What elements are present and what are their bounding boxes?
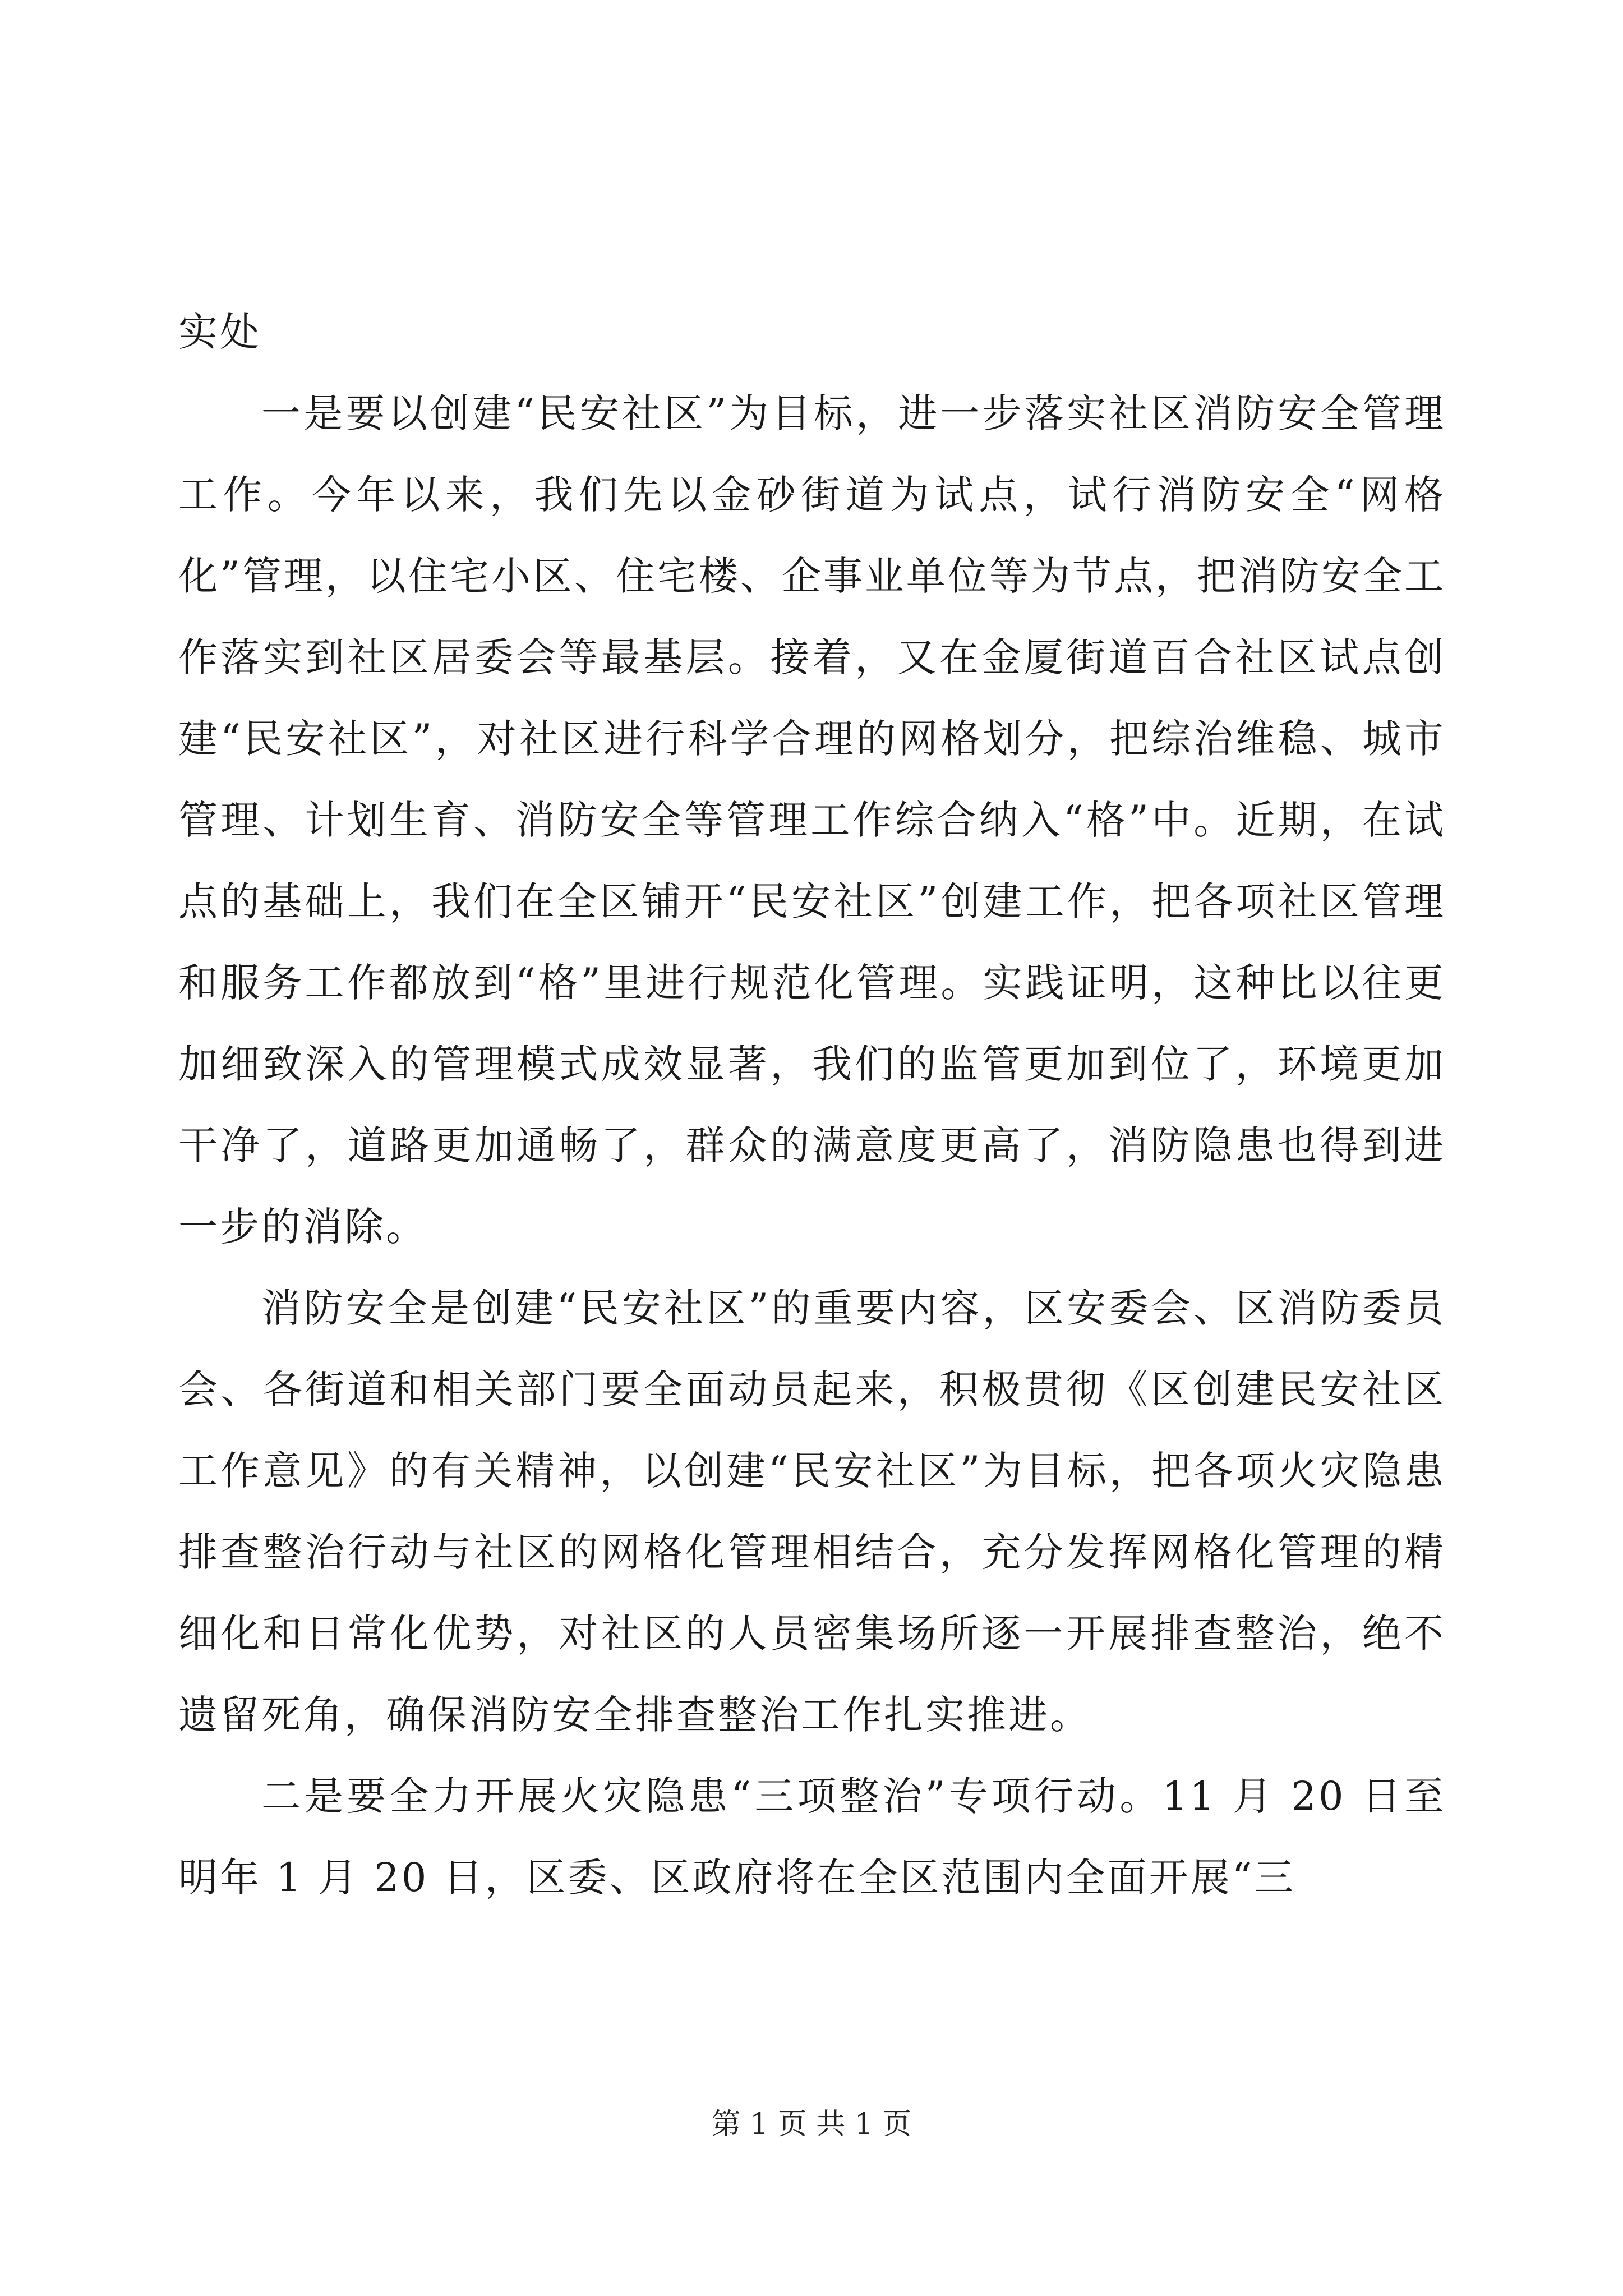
page-footer — [0, 2105, 1623, 2144]
paragraph-item-3: 二是要全力开展火灾隐患“三项整治”专项行动。11 月 20 日至明年 1 月 20 日，区委、区政府将在全区范围内全面开展“三 — [178, 1773, 1446, 1901]
paragraph-item-2: 消防安全是创建“民安社区”的重要内容，区安委会、区消防委员会、各街道和相关部门要全面动员起来，积极贯彻《区创建民安社区工作意见》的有关精神，以创建“民安社区”为目标，把各项火灾隐患排查整治行动与社区的网格化管理相结合，充分发挥网格化管理的精细化和日常化优势，对社区的人员密集场所逐一开展排查整治，绝不遗留死角，确保消防安全排查整治工作扎实推进。 — [178, 1285, 1446, 1738]
document-body — [178, 292, 1446, 1918]
page-number-label: 第 1 页 共 1 页 — [711, 2108, 912, 2141]
paragraph-item-1: 一是要以创建“民安社区”为目标，进一步落实社区消防安全管理工作。今年以来，我们先以金砂街道为试点，试行消防安全“网格化”管理，以住宅小区、住宅楼、企事业单位等为节点，把消防安全工作落实到社区居委会等最基层。接着，又在金厦街道百合社区试点创建“民安社区”，对社区进行科学合理的网格划分，把综治维稳、城市管理、计划生育、消防安全等管理工作综合纳入“格”中。近期，在试点的基础上，我们在全区铺开“民安社区”创建工作，把各项社区管理和服务工作都放到“格”里进行规范化管理。实践证明，这种比以往更加细致深入的管理模式成效显著，我们的监管更加到位了，环境更加干净了，道路更加通畅了，群众的满意度更高了，消防隐患也得到进一步的消除。 — [178, 390, 1446, 1250]
paragraph-continuation: 实处 — [178, 309, 261, 355]
